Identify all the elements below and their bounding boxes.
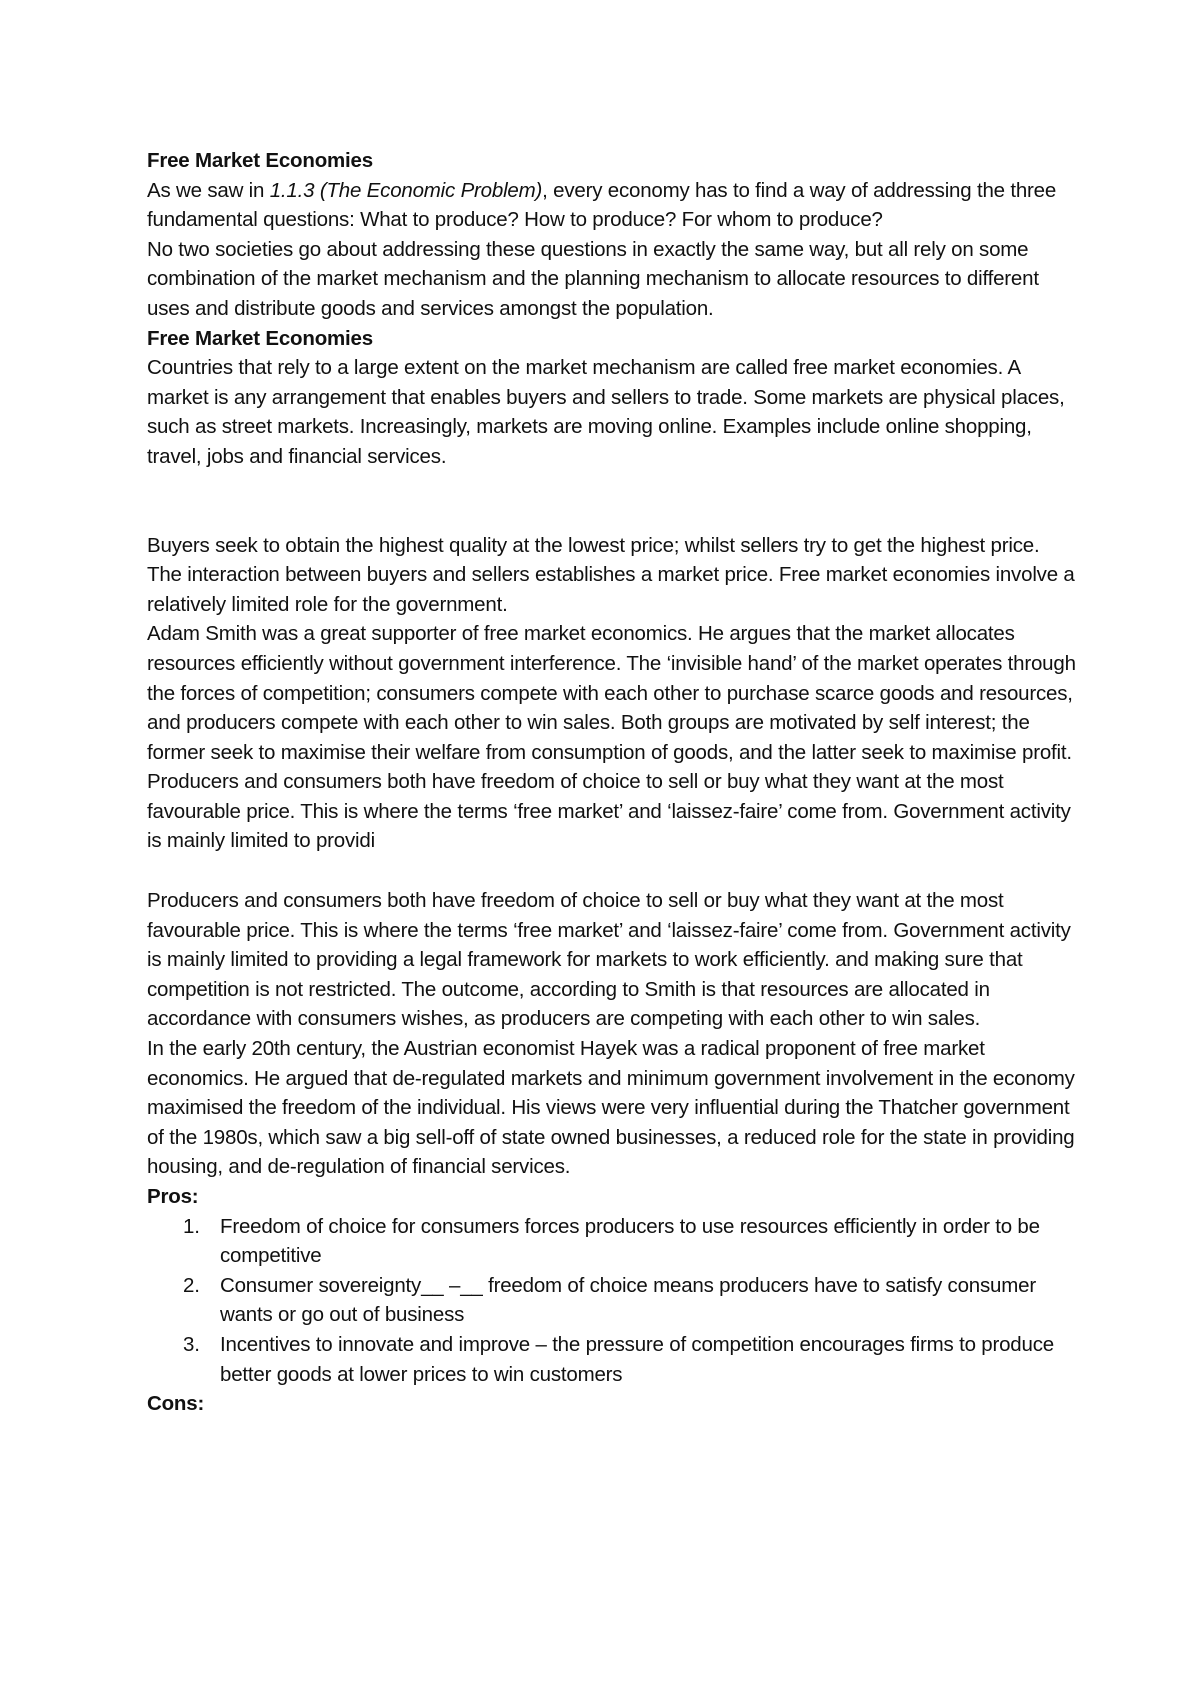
countries-paragraph: Countries that rely to a large extent on the market mechanism are called free market economies. A market is any arrangement that enables buyers and sellers to trade. Some markets are physical places, such as street markets. Increasingly, markets are moving online. Examples include online shopping, travel, jobs and financial services. [147, 356, 1065, 468]
pros-list [147, 1212, 1077, 1390]
cons-heading: Cons: [147, 1392, 205, 1416]
blank-space [147, 472, 1077, 531]
list-item-text: Consumer sovereignty__ –__ freedom of choice means producers have to satisfy consumer wants or go out of business [220, 1273, 1036, 1327]
list-item-text: Incentives to innovate and improve – the pressure of competition encourages firms to produce better goods at lower prices to win customers [220, 1332, 1054, 1386]
freedom-paragraph-truncated: Producers and consumers both have freedom of choice to sell or buy what they want at the most favourable price. This is where the terms ‘free market’ and ‘laissez-faire’ come from. Government activity is mainly limited to providi [147, 770, 1071, 853]
pros-heading: Pros: [147, 1185, 199, 1208]
intro-paragraph [147, 176, 1077, 235]
list-number: 3. [183, 1332, 200, 1356]
list-number: 2. [183, 1273, 200, 1297]
document-page [147, 146, 1077, 1419]
blank-line [147, 856, 1077, 886]
document-title: Free Market Economies [147, 149, 373, 172]
hayek-paragraph: In the early 20th century, the Austrian economist Hayek was a radical proponent of free market economics. He argued that de-regulated markets and minimum government involvement in the economy maximised the freedom of the individual. His views were very influential during the Thatcher government of the 1980s, which saw a big sell-off of state owned businesses, a reduced role for the state in providing housing, and de-regulation of financial services. [147, 1037, 1075, 1179]
list-item [183, 1330, 1077, 1389]
intro-reference: 1.1.3 (The Economic Problem) [269, 178, 543, 202]
list-item [183, 1271, 1077, 1330]
list-item-text: Freedom of choice for consumers forces producers to use resources efficiently in order to be competitive [220, 1214, 1040, 1268]
societies-paragraph: No two societies go about addressing these questions in exactly the same way, but all rely on some combination of the market mechanism and the planning mechanism to allocate resources to different uses and distribute goods and services amongst the population. [147, 237, 1039, 320]
freedom-paragraph: Producers and consumers both have freedom of choice to sell or buy what they want at the most favourable price. This is where the terms ‘free market’ and ‘laissez-faire’ come from. Government activity is mainly limited to providing a legal framework for markets to work efficiently. and making sure that competition is not restricted. The outcome, according to Smith is that resources are allocated in accordance with consumers wishes, as producers are competing with each other to win sales. [147, 889, 1071, 1031]
section-heading: Free Market Economies [147, 326, 373, 350]
list-item [183, 1212, 1077, 1271]
buyers-paragraph: Buyers seek to obtain the highest quality at the lowest price; whilst sellers try to get the highest price. The interaction between buyers and sellers establishes a market price. Free market economies involve a relatively limited role for the government. [147, 533, 1075, 616]
intro-text-end: , every economy has to find a way of addressing the three fundamental questions: What to produce? How to produce? For whom to produce? [147, 178, 1057, 232]
adam-smith-paragraph: Adam Smith was a great supporter of free market economics. He argues that the market allocates resources efficiently without government interference. The ‘invisible hand’ of the market operates through the forces of competition; consumers compete with each other to purchase scarce goods and resources, and producers compete with each other to win sales. Both groups are motivated by self interest; the former seek to maximise their welfare from consumption of goods, and the latter seek to maximise profit. [147, 622, 1076, 764]
list-number: 1. [183, 1214, 200, 1238]
intro-text-start: As we saw in [147, 178, 270, 202]
